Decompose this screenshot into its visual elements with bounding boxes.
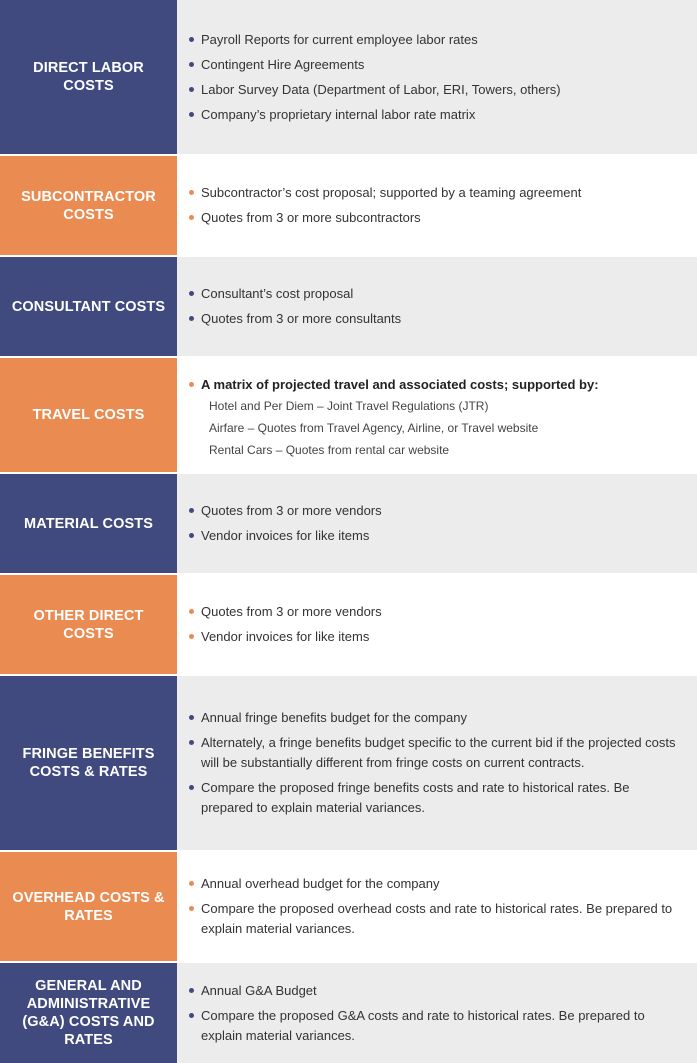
bullet-icon bbox=[189, 533, 194, 538]
list-item: Labor Survey Data (Department of Labor, ERI, Towers, others) bbox=[189, 80, 683, 100]
row-content bbox=[177, 474, 697, 573]
bullet-icon bbox=[189, 740, 194, 745]
bullet-icon bbox=[189, 87, 194, 92]
row-content bbox=[177, 257, 697, 356]
row-label: MATERIAL COSTS bbox=[0, 474, 177, 573]
sub-item: Hotel and Per Diem – Joint Travel Regulations (JTR) bbox=[209, 398, 489, 413]
bullet-icon bbox=[189, 382, 194, 387]
row-overhead bbox=[0, 852, 697, 963]
bullet-icon bbox=[189, 881, 194, 886]
list-item: Contingent Hire Agreements bbox=[189, 55, 683, 75]
bullet-icon bbox=[189, 715, 194, 720]
row-direct-labor-costs bbox=[0, 0, 697, 156]
row-label: CONSULTANT COSTS bbox=[0, 257, 177, 356]
bullet-icon bbox=[189, 785, 194, 790]
sub-item: Rental Cars – Quotes from rental car website bbox=[209, 442, 450, 457]
row-label: TRAVEL COSTS bbox=[0, 358, 177, 472]
list-item: Vendor invoices for like items bbox=[189, 627, 683, 647]
sub-item: Airfare – Quotes from Travel Agency, Airline, or Travel website bbox=[209, 420, 539, 435]
list-item: Compare the proposed overhead costs and rate to historical rates. Be prepared to explain material variances. bbox=[189, 899, 683, 939]
list-item: Annual G&A Budget bbox=[189, 981, 683, 1001]
list-item: Vendor invoices for like items bbox=[189, 526, 683, 546]
list-item: Annual fringe benefits budget for the company bbox=[189, 708, 683, 728]
list-item: Subcontractor’s cost proposal; supported by a teaming agreement bbox=[189, 183, 683, 203]
list-item: Compare the proposed G&A costs and rate to historical rates. Be prepared to explain material variances. bbox=[189, 1006, 683, 1046]
list-item: Quotes from 3 or more vendors bbox=[189, 501, 683, 521]
bullet-icon bbox=[189, 316, 194, 321]
list-item: Quotes from 3 or more subcontractors bbox=[189, 208, 683, 228]
bullet-icon bbox=[189, 190, 194, 195]
bullet-icon bbox=[189, 609, 194, 614]
bullet-icon bbox=[189, 634, 194, 639]
bullet-icon bbox=[189, 291, 194, 296]
list-item: A matrix of projected travel and associated costs; supported by: bbox=[189, 375, 683, 395]
list-item: Quotes from 3 or more vendors bbox=[189, 602, 683, 622]
row-content bbox=[177, 156, 697, 255]
row-subcontractor-costs bbox=[0, 156, 697, 257]
bullet-icon bbox=[189, 1013, 194, 1018]
list-item: Quotes from 3 or more consultants bbox=[189, 309, 683, 329]
list-item: Compare the proposed fringe benefits costs and rate to historical rates. Be prepared to explain material variances. bbox=[189, 778, 683, 818]
row-general-administrative bbox=[0, 963, 697, 1063]
row-content bbox=[177, 676, 697, 850]
row-label: DIRECT LABOR COSTS bbox=[0, 0, 177, 154]
row-label: OVERHEAD COSTS & RATES bbox=[0, 852, 177, 961]
row-other-direct-costs bbox=[0, 575, 697, 676]
row-content bbox=[177, 0, 697, 154]
bullet-icon bbox=[189, 62, 194, 67]
row-consultant-costs bbox=[0, 257, 697, 358]
row-content bbox=[177, 852, 697, 961]
bullet-icon bbox=[189, 37, 194, 42]
bullet-icon bbox=[189, 215, 194, 220]
row-fringe-benefits bbox=[0, 676, 697, 852]
bullet-icon bbox=[189, 906, 194, 911]
row-travel-costs bbox=[0, 358, 697, 474]
row-material-costs bbox=[0, 474, 697, 575]
bullet-icon bbox=[189, 988, 194, 993]
row-content bbox=[177, 575, 697, 674]
row-label: SUBCONTRACTOR COSTS bbox=[0, 156, 177, 255]
list-item: Annual overhead budget for the company bbox=[189, 874, 683, 894]
list-item: Alternately, a fringe benefits budget specific to the current bid if the projected costs will be substantially different from fringe costs on current contracts. bbox=[189, 733, 683, 773]
row-content bbox=[177, 358, 697, 472]
list-item: Payroll Reports for current employee labor rates bbox=[189, 30, 683, 50]
row-label: GENERAL AND ADMINISTRATIVE (G&A) COSTS AND RATES bbox=[0, 963, 177, 1063]
bullet-icon bbox=[189, 112, 194, 117]
row-label: FRINGE BENEFITS COSTS & RATES bbox=[0, 676, 177, 850]
row-content bbox=[177, 963, 697, 1063]
row-label: OTHER DIRECT COSTS bbox=[0, 575, 177, 674]
bullet-icon bbox=[189, 508, 194, 513]
list-item: Consultant’s cost proposal bbox=[189, 284, 683, 304]
list-item: Company’s proprietary internal labor rate matrix bbox=[189, 105, 683, 125]
